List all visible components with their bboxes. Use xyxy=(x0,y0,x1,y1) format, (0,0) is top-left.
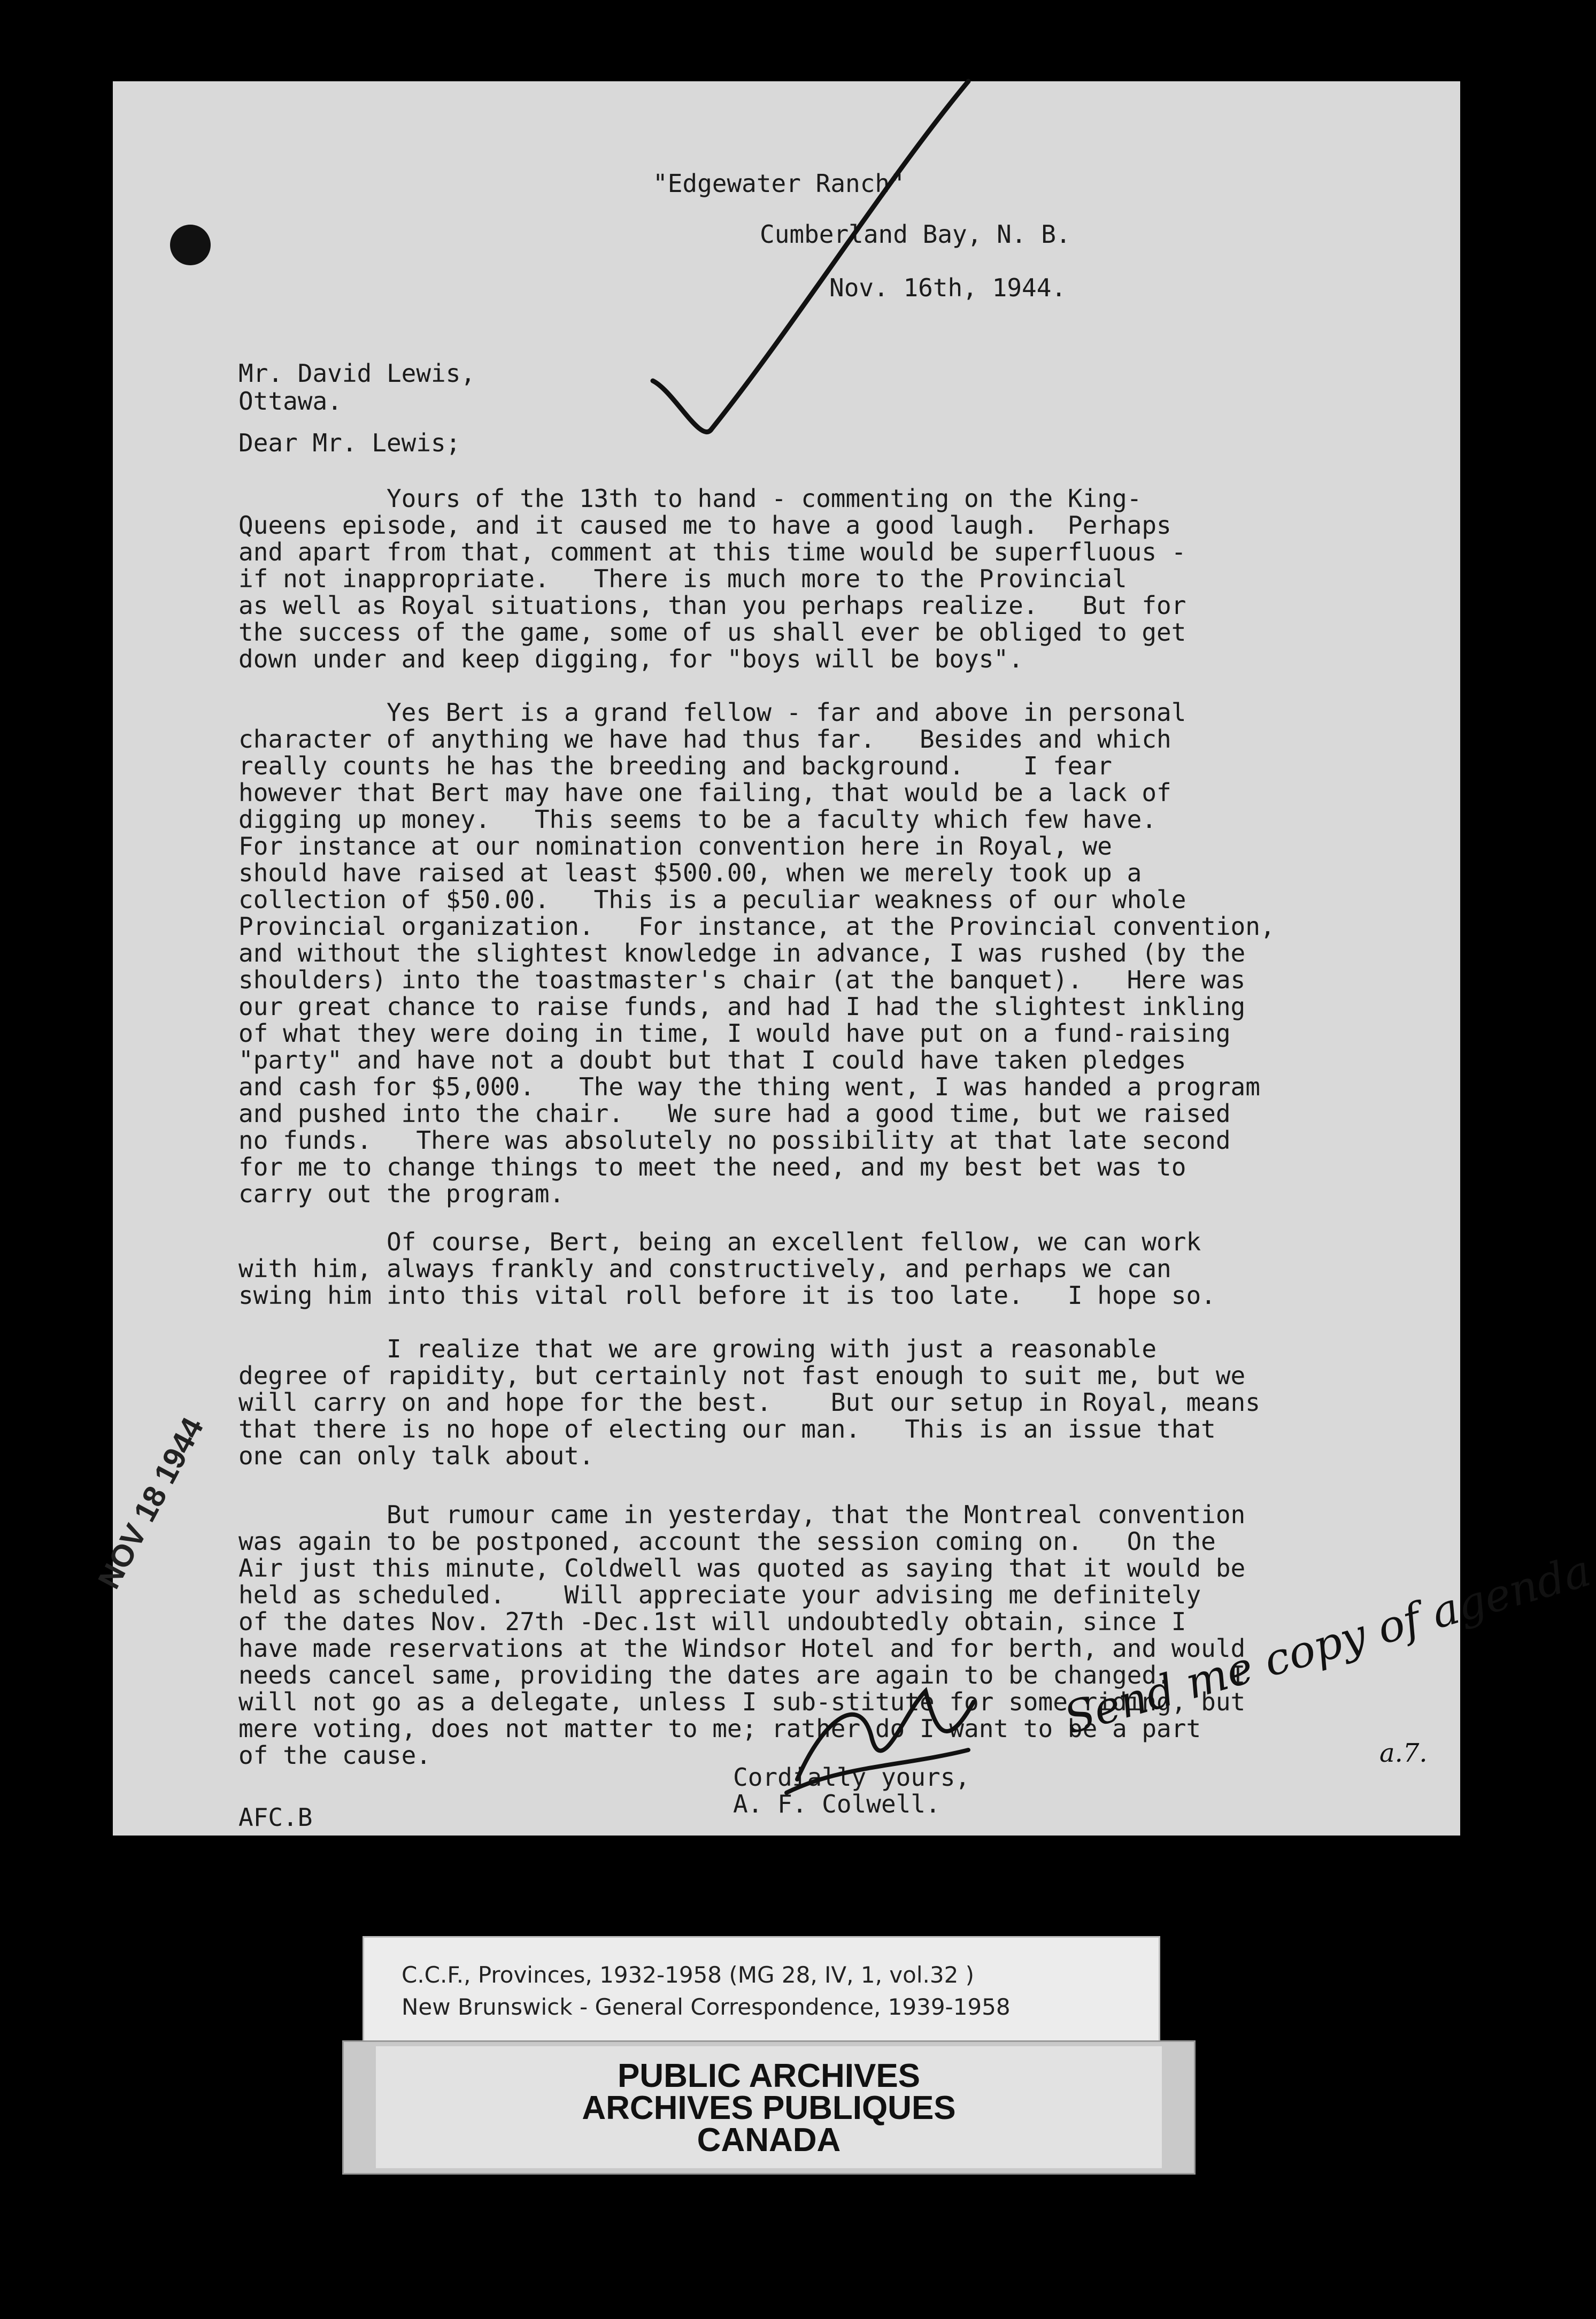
archive-plate-line-1: PUBLIC ARCHIVES xyxy=(617,2057,921,2094)
text-line: for me to change things to meet the need, and my best bet was to xyxy=(238,1153,1186,1181)
text-line: of what they were doing in time, I would have put on a fund-raising xyxy=(238,1019,1231,1048)
text-line: Of course, Bert, being an excellent fellow, we can work xyxy=(238,1227,1201,1256)
text-line: shoulders) into the toastmaster's chair (at the banquet). Here was xyxy=(238,965,1246,994)
text-line: and pushed into the chair. We sure had a good time, but we raised xyxy=(238,1099,1231,1128)
check-mark xyxy=(653,81,968,432)
typist-initials: AFC.B xyxy=(238,1803,313,1832)
text-line: Yes Bert is a grand fellow - far and above in personal xyxy=(238,698,1186,727)
text-line: was again to be postponed, account the session coming on. On the xyxy=(238,1527,1216,1556)
text-line: needs cancel same, providing the dates are again to be changed. I xyxy=(238,1661,1246,1690)
text-line: really counts he has the breeding and background. I fear xyxy=(238,751,1112,780)
text-line: and cash for $5,000. The way the thing went, I was handed a program xyxy=(238,1072,1260,1101)
archive-plate-line-2: ARCHIVES PUBLIQUES xyxy=(582,2090,956,2126)
archive-plate-line-3: CANADA xyxy=(697,2122,841,2159)
text-line: Yours of the 13th to hand - commenting on the King- xyxy=(238,484,1142,513)
text-line: have made reservations at the Windsor Hotel and for berth, and would xyxy=(238,1634,1246,1663)
archive-label xyxy=(363,1936,1160,2046)
text-line: "party" and have not a doubt but that I could have taken pledges xyxy=(238,1046,1186,1074)
text-line: digging up money. This seems to be a faculty which few have. xyxy=(238,805,1157,834)
text-line: I realize that we are growing with just a reasonable xyxy=(238,1334,1157,1363)
address-line-1: "Edgewater Ranch" xyxy=(653,169,905,198)
recipient-name: Mr. David Lewis, xyxy=(238,359,476,388)
text-line: collection of $50.00. This is a peculiar weakness of our whole xyxy=(238,885,1186,914)
handwritten-marks xyxy=(113,81,1460,1836)
text-line: But rumour came in yesterday, that the Montreal convention xyxy=(238,1500,1246,1529)
text-line: should have raised at least $500.00, when we merely took up a xyxy=(238,858,1142,887)
closing: Cordially yours, xyxy=(733,1763,970,1792)
address-line-2: Cumberland Bay, N. B. xyxy=(760,220,1071,249)
text-line: down under and keep digging, for "boys will be boys". xyxy=(238,644,1023,673)
handwritten-initials: a.7. xyxy=(1379,1738,1428,1768)
salutation: Dear Mr. Lewis; xyxy=(238,428,461,457)
text-line: the success of the game, some of us shall ever be obliged to get xyxy=(238,618,1186,647)
text-line: will not go as a delegate, unless I sub-stitute for some riding, but xyxy=(238,1687,1246,1716)
text-line: and apart from that, comment at this time would be superfluous - xyxy=(238,537,1186,566)
text-line: character of anything we have had thus far. Besides and which xyxy=(238,725,1171,754)
archive-label-line-2: New Brunswick - General Correspondence, 1939-1958 xyxy=(402,1994,1011,2020)
text-line: will carry on and hope for the best. But our setup in Royal, means xyxy=(238,1388,1260,1417)
handwritten-note: Send me copy of agenda xyxy=(1059,1545,1596,1745)
archive-plate xyxy=(342,2040,1196,2175)
text-line: degree of rapidity, but certainly not fast enough to suit me, but we xyxy=(238,1361,1246,1390)
letter-date: Nov. 16th, 1944. xyxy=(829,273,1067,302)
text-line: with him, always frankly and constructively, and perhaps we can xyxy=(238,1254,1171,1283)
text-line: if not inappropriate. There is much more to the Provincial xyxy=(238,564,1127,593)
text-line: of the dates Nov. 27th -Dec.1st will undoubtedly obtain, since I xyxy=(238,1607,1186,1636)
received-date-stamp: NOV 18 1944 xyxy=(91,1412,211,1594)
text-line: that there is no hope of electing our man. This is an issue that xyxy=(238,1415,1216,1443)
text-line: one can only talk about. xyxy=(238,1441,594,1470)
text-line: held as scheduled. Will appreciate your advising me definitely xyxy=(238,1580,1201,1609)
typed-signature: A. F. Colwell. xyxy=(733,1790,940,1818)
text-line: swing him into this vital roll before it is too late. I hope so. xyxy=(238,1281,1216,1310)
text-line: however that Bert may have one failing, that would be a lack of xyxy=(238,778,1171,807)
text-line: of the cause. xyxy=(238,1741,431,1770)
letter-page xyxy=(113,81,1460,1836)
signature-scrawl xyxy=(787,1691,974,1793)
recipient-city: Ottawa. xyxy=(238,387,342,416)
text-line: no funds. There was absolutely no possibility at that late second xyxy=(238,1126,1231,1155)
text-line: as well as Royal situations, than you perhaps realize. But for xyxy=(238,591,1186,620)
text-line: and without the slightest knowledge in advance, I was rushed (by the xyxy=(238,939,1246,967)
text-line: mere voting, does not matter to me; rather do I want to be a part xyxy=(238,1714,1201,1743)
text-line: Air just this minute, Coldwell was quoted as saying that it would be xyxy=(238,1554,1246,1583)
archive-label-line-1: C.C.F., Provinces, 1932-1958 (MG 28, IV, 1, vol.32 ) xyxy=(402,1962,975,1988)
text-line: Provincial organization. For instance, at the Provincial convention, xyxy=(238,912,1275,941)
text-line: carry out the program. xyxy=(238,1179,565,1208)
text-line: our great chance to raise funds, and had I had the slightest inkling xyxy=(238,992,1246,1021)
text-line: Queens episode, and it caused me to have a good laugh. Perhaps xyxy=(238,511,1171,540)
text-line: For instance at our nomination convention here in Royal, we xyxy=(238,832,1112,861)
